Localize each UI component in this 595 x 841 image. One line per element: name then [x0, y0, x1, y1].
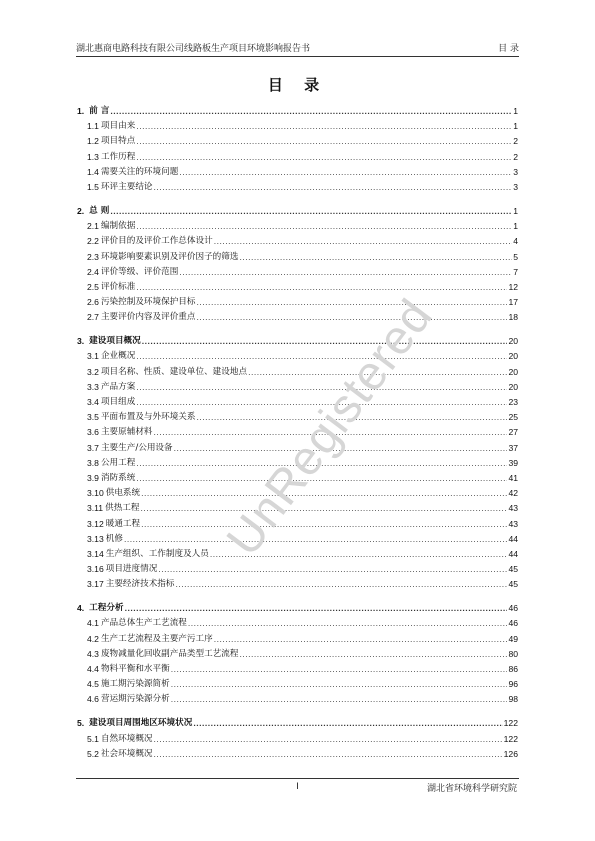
toc-entry-number: 3.: [77, 336, 85, 347]
toc-entry-number: 1.3: [87, 151, 99, 162]
toc-entry-number: 1.: [77, 106, 85, 116]
toc-entry-label: 项目进度情况: [105, 564, 158, 575]
toc-entry-page: 4: [513, 236, 518, 247]
toc-chapter-entry[interactable]: [77, 329, 518, 346]
toc-section-entry[interactable]: [77, 377, 518, 392]
toc-entry-page: 43: [508, 503, 518, 514]
toc-entry-page: 39: [508, 457, 518, 468]
toc-entry-number: 3.12: [87, 518, 104, 529]
toc-section-entry[interactable]: [77, 292, 518, 307]
toc-entry-label: 工程分析: [89, 603, 124, 614]
toc-entry-number: 1.5: [87, 181, 99, 192]
toc-entry-page: 23: [508, 397, 518, 407]
toc-entry-number: 4.2: [87, 633, 99, 644]
toc-entry-page: 96: [508, 679, 518, 690]
toc-dot-leader: [171, 695, 508, 704]
toc-dot-leader: [136, 153, 512, 162]
toc-entry-page: 98: [508, 694, 518, 705]
toc-dot-leader: [210, 550, 508, 559]
toc-section-entry[interactable]: [77, 644, 518, 659]
toc-entry-label: 项目组成: [100, 397, 136, 407]
toc-section-entry[interactable]: [77, 146, 518, 161]
toc-entry-page: 1: [513, 121, 518, 132]
table-of-contents: [77, 99, 518, 759]
toc-entry-label: 编制依据: [100, 221, 136, 232]
toc-dot-leader: [239, 650, 507, 659]
toc-dot-leader: [136, 459, 507, 468]
toc-entry-label: 机修: [105, 533, 123, 544]
toc-entry-page: 20: [508, 351, 518, 362]
toc-chapter-entry[interactable]: [77, 199, 518, 216]
toc-entry-number: 3.17: [87, 579, 104, 590]
toc-entry-page: 44: [508, 533, 518, 544]
toc-section-entry[interactable]: [77, 483, 518, 498]
toc-entry-number: 4.3: [87, 648, 99, 659]
toc-entry-page: 18: [508, 312, 518, 323]
toc-section-entry[interactable]: [77, 437, 518, 452]
header-section-label: 目 录: [498, 44, 519, 54]
toc-dot-leader: [125, 604, 508, 613]
toc-section-entry[interactable]: [77, 177, 518, 192]
toc-entry-label: 废物减量化回收副产品类型工艺流程: [100, 648, 239, 659]
toc-entry-number: 4.1: [87, 618, 99, 629]
header-rule: [76, 56, 519, 57]
toc-entry-label: 建设项目周围地区环境状况: [89, 718, 193, 729]
toc-dot-leader: [171, 680, 508, 689]
toc-entry-page: 80: [508, 648, 518, 659]
toc-entry-label: 自然环境概况: [100, 733, 153, 744]
toc-entry-number: 4.4: [87, 664, 99, 674]
toc-entry-page: 49: [508, 633, 518, 644]
toc-entry-page: 41: [508, 472, 518, 483]
toc-section-entry[interactable]: [77, 131, 518, 146]
toc-section-entry[interactable]: [77, 453, 518, 468]
toc-entry-label: 总 则: [89, 205, 110, 216]
toc-entry-label: 消防系统: [100, 472, 136, 483]
toc-section-entry[interactable]: [77, 216, 518, 231]
toc-dot-leader: [136, 137, 512, 146]
toc-entry-page: 45: [508, 579, 518, 590]
toc-entry-label: 施工期污染源简析: [100, 679, 170, 690]
toc-entry-label: 主要原辅材料: [100, 427, 153, 438]
toc-dot-leader: [110, 207, 512, 216]
toc-entry-number: 2.2: [87, 236, 99, 247]
toc-entry-number: 2.: [77, 205, 85, 216]
toc-section-entry[interactable]: [77, 728, 518, 743]
toc-entry-page: 43: [508, 518, 518, 529]
toc-entry-label: 营运期污染源分析: [100, 694, 170, 705]
toc-entry-page: 122: [503, 733, 518, 744]
toc-section-entry[interactable]: [77, 262, 518, 277]
toc-entry-page: 3: [513, 181, 518, 192]
toc-dot-leader: [214, 237, 513, 246]
toc-chapter-entry[interactable]: [77, 596, 518, 613]
footer-page-number: I: [296, 781, 299, 791]
toc-entry-page: 3: [513, 166, 518, 177]
toc-entry-label: 供电系统: [105, 488, 141, 499]
toc-section-entry[interactable]: [77, 231, 518, 246]
toc-entry-number: 4.5: [87, 679, 99, 690]
toc-entry-number: 2.4: [87, 266, 99, 277]
toc-entry-page: 45: [508, 564, 518, 575]
toc-entry-number: 3.7: [87, 442, 99, 453]
toc-dot-leader: [141, 520, 507, 529]
toc-section-entry[interactable]: [77, 559, 518, 574]
toc-dot-leader: [179, 168, 512, 177]
toc-entry-page: 126: [503, 748, 518, 759]
toc-dot-leader: [174, 444, 508, 453]
toc-entry-number: 2.5: [87, 281, 99, 292]
toc-section-entry[interactable]: [77, 116, 518, 131]
toc-entry-page: 44: [508, 548, 518, 559]
toc-entry-number: 2.1: [87, 221, 99, 232]
toc-entry-page: 12: [508, 281, 518, 292]
toc-dot-leader: [154, 428, 508, 437]
toc-entry-number: 2.7: [87, 312, 99, 323]
toc-dot-leader: [136, 398, 507, 407]
toc-entry-number: 1.1: [87, 121, 99, 132]
toc-section-entry[interactable]: [77, 468, 518, 483]
toc-chapter-entry[interactable]: [77, 711, 518, 728]
toc-entry-label: 评价等级、评价范围: [100, 266, 179, 277]
toc-entry-page: 17: [508, 297, 518, 308]
toc-entry-label: 产品总体生产工艺流程: [100, 618, 187, 629]
toc-dot-leader: [136, 474, 507, 483]
toc-dot-leader: [136, 122, 512, 131]
toc-section-entry[interactable]: [77, 346, 518, 361]
toc-entry-number: 1.4: [87, 166, 99, 177]
footer-organization: 湖北省环境科学研究院: [426, 784, 517, 794]
toc-entry-page: 46: [508, 618, 518, 629]
toc-entry-label: 主要生产/公用设备: [100, 442, 173, 453]
toc-entry-label: 环境影响要素识别及评价因子的筛选: [100, 251, 239, 262]
toc-entry-label: 评价标准: [100, 281, 136, 292]
toc-entry-page: 27: [508, 427, 518, 438]
toc-entry-label: 前 言: [89, 106, 110, 116]
toc-entry-number: 3.11: [87, 503, 104, 514]
toc-dot-leader: [154, 183, 513, 192]
toc-entry-number: 3.1: [87, 351, 99, 362]
toc-section-entry[interactable]: [77, 574, 518, 589]
toc-dot-leader: [136, 283, 507, 292]
toc-entry-page: 42: [508, 488, 518, 499]
toc-entry-page: 20: [508, 381, 518, 392]
toc-entry-number: 3.10: [87, 488, 104, 499]
toc-entry-number: 5.: [77, 718, 85, 729]
toc-dot-leader: [158, 565, 507, 574]
toc-section-entry[interactable]: [77, 422, 518, 437]
toc-section-entry[interactable]: [77, 162, 518, 177]
toc-section-entry[interactable]: [77, 498, 518, 513]
toc-entry-label: 主要经济技术指标: [105, 579, 175, 590]
toc-section-entry[interactable]: [77, 361, 518, 376]
toc-dot-leader: [248, 368, 507, 377]
toc-entry-number: 1.2: [87, 136, 99, 147]
toc-dot-leader: [136, 383, 507, 392]
toc-entry-label: 建设项目概况: [89, 336, 141, 347]
toc-entry-number: 3.14: [87, 548, 104, 559]
toc-section-entry[interactable]: [77, 628, 518, 643]
toc-dot-leader: [140, 504, 507, 513]
toc-entry-number: 2.6: [87, 297, 99, 308]
toc-entry-label: 工作历程: [100, 151, 136, 162]
toc-entry-page: 1: [513, 221, 518, 232]
toc-section-entry[interactable]: [77, 277, 518, 292]
toc-dot-leader: [124, 535, 508, 544]
toc-entry-page: 2: [513, 136, 518, 147]
toc-entry-label: 主要评价内容及评价重点: [100, 312, 196, 323]
toc-entry-label: 项目特点: [100, 136, 136, 147]
toc-dot-leader: [176, 580, 508, 589]
toc-entry-number: 3.6: [87, 427, 99, 438]
toc-dot-leader: [136, 352, 507, 361]
toc-section-entry[interactable]: [77, 744, 518, 759]
toc-dot-leader: [197, 298, 508, 307]
toc-section-entry[interactable]: [77, 529, 518, 544]
toc-section-entry[interactable]: [77, 674, 518, 689]
toc-entry-page: 46: [508, 603, 518, 614]
toc-entry-number: 4.6: [87, 694, 99, 705]
toc-entry-number: 3.13: [87, 533, 104, 544]
toc-dot-leader: [171, 665, 508, 674]
toc-entry-page: 20: [508, 366, 518, 377]
toc-dot-leader: [179, 268, 512, 277]
toc-entry-number: 3.3: [87, 381, 99, 392]
toc-entry-page: 1: [513, 106, 518, 116]
toc-entry-page: 7: [513, 266, 518, 277]
toc-dot-leader: [188, 619, 508, 628]
toc-section-entry[interactable]: [77, 513, 518, 528]
toc-entry-number: 2.3: [87, 251, 99, 262]
toc-entry-label: 产品方案: [100, 381, 136, 392]
toc-entry-number: 3.4: [87, 397, 99, 407]
toc-section-entry[interactable]: [77, 246, 518, 261]
toc-entry-number: 5.1: [87, 733, 99, 744]
toc-entry-label: 污染控制及环境保护目标: [100, 297, 196, 308]
toc-entry-page: 122: [503, 718, 518, 729]
toc-section-entry[interactable]: [77, 689, 518, 704]
toc-entry-label: 需要关注的环境问题: [100, 166, 179, 177]
toc-section-entry[interactable]: [77, 307, 518, 322]
toc-dot-leader: [136, 222, 512, 231]
toc-entry-page: 25: [508, 412, 518, 423]
watermark: UnRegistered: [216, 289, 444, 566]
toc-entry-label: 供热工程: [105, 503, 140, 514]
toc-entry-number: 5.2: [87, 748, 99, 759]
toc-entry-number: 4.: [77, 603, 85, 614]
toc-chapter-entry[interactable]: [77, 99, 518, 116]
toc-section-entry[interactable]: [77, 659, 518, 674]
toc-dot-leader: [239, 253, 512, 262]
toc-dot-leader: [214, 635, 508, 644]
toc-dot-leader: [110, 107, 512, 116]
toc-entry-page: 2: [513, 151, 518, 162]
toc-entry-number: 3.2: [87, 366, 99, 377]
toc-entry-page: 20: [508, 336, 518, 347]
toc-entry-label: 企业概况: [100, 351, 136, 362]
toc-entry-number: 3.8: [87, 457, 99, 468]
toc-entry-label: 物料平衡和水平衡: [100, 664, 170, 674]
toc-section-entry[interactable]: [77, 392, 518, 407]
toc-dot-leader: [197, 413, 508, 422]
page-title: 目 录: [267, 76, 328, 94]
toc-entry-number: 3.16: [87, 564, 104, 575]
toc-dot-leader: [142, 337, 508, 346]
toc-entry-label: 项目由来: [100, 121, 136, 132]
header-document-title: 湖北惠商电路科技有限公司线路板生产项目环境影响报告书: [76, 44, 311, 54]
toc-entry-page: 5: [513, 251, 518, 262]
toc-entry-page: 86: [508, 664, 518, 674]
toc-entry-label: 生产组织、工作制度及人员: [105, 548, 209, 559]
toc-entry-label: 生产工艺流程及主要产污工序: [100, 633, 213, 644]
toc-entry-number: 3.9: [87, 472, 99, 483]
toc-entry-label: 社会环境概况: [100, 748, 153, 759]
toc-dot-leader: [141, 489, 507, 498]
toc-entry-page: 37: [508, 442, 518, 453]
toc-entry-label: 环评主要结论: [100, 181, 153, 192]
toc-section-entry[interactable]: [77, 544, 518, 559]
toc-section-entry[interactable]: [77, 407, 518, 422]
toc-entry-label: 暖通工程: [105, 518, 141, 529]
toc-entry-label: 公用工程: [100, 457, 136, 468]
toc-dot-leader: [193, 719, 502, 728]
toc-entry-label: 项目名称、性质、建设单位、建设地点: [100, 366, 248, 377]
toc-dot-leader: [154, 735, 503, 744]
footer-rule: [76, 778, 519, 779]
toc-dot-leader: [154, 750, 503, 759]
toc-entry-label: 平面布置及与外环境关系: [100, 412, 196, 423]
toc-dot-leader: [197, 313, 508, 322]
toc-section-entry[interactable]: [77, 613, 518, 628]
toc-entry-page: 1: [513, 205, 518, 216]
toc-entry-number: 3.5: [87, 412, 99, 423]
page-header: [76, 38, 519, 54]
toc-entry-label: 评价目的及评价工作总体设计: [100, 236, 213, 247]
